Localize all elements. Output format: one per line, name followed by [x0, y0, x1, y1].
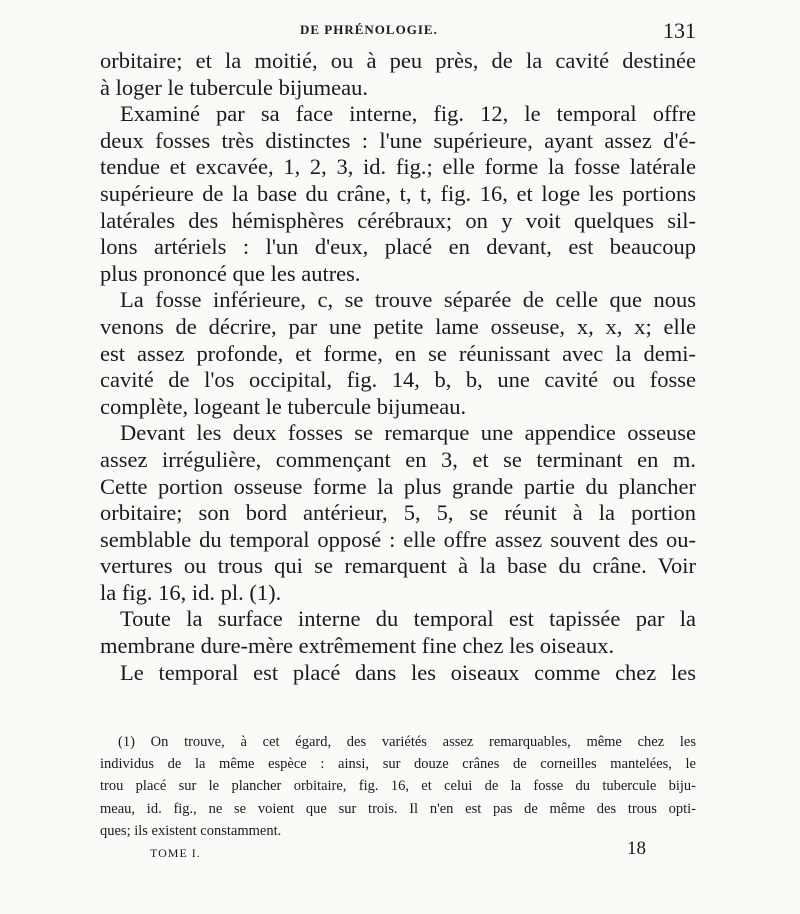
footnote	[100, 731, 696, 842]
paragraph	[100, 660, 696, 687]
paragraph	[100, 420, 696, 606]
text-line: Le temporal est placé dans les oiseaux comme chez les	[120, 659, 696, 685]
text-line: Cette portion osseuse forme la plus grande partie du plancher	[100, 473, 696, 499]
text-line: Toute la surface interne du temporal est tapissée par la	[120, 606, 696, 632]
footnote-line: meau, id. fig., ne se voient que sur trois. Il n'en est pas de même des trous opti-	[100, 800, 696, 817]
text-line: à loger le tubercule bijumeau.	[100, 74, 369, 100]
page-number: 131	[663, 18, 696, 43]
paragraph	[100, 606, 696, 659]
running-title: DE PHRÉNOLOGIE.	[300, 22, 438, 37]
text-line: latérales des hémisphères cérébraux; on y voit quelques sil-	[100, 207, 696, 233]
text-line: membrane dure-mère extrêmement fine chez les oiseaux.	[100, 633, 615, 659]
running-head	[100, 18, 696, 46]
body-text	[100, 48, 696, 686]
text-line: tendue et excavée, 1, 2, 3, id. fig.; elle forme la fosse latérale	[100, 154, 696, 180]
text-line: supérieure de la base du crâne, t, t, fig. 16, et loge les portions	[100, 180, 696, 206]
text-line: La fosse inférieure, c, se trouve séparée de celle que nous	[120, 287, 696, 313]
text-line: Devant les deux fosses se remarque une appendice osseuse	[120, 420, 696, 446]
footnote-line: individus de la même espèce : ainsi, sur douze crânes de corneilles mantelées, le	[100, 756, 696, 773]
text-line: est assez profonde, et forme, en se réunissant avec la demi-	[100, 340, 696, 366]
text-line: la fig. 16, id. pl. (1).	[100, 579, 282, 605]
paragraph	[100, 101, 696, 287]
paragraph	[100, 48, 696, 101]
text-line: plus prononcé que les autres.	[100, 260, 361, 286]
footnote-line: ques; ils existent constamment.	[100, 822, 282, 839]
footnote-line: trou placé sur le plancher orbitaire, fig. 16, et celui de la fosse du tubercule biju-	[100, 778, 696, 795]
text-line: orbitaire; et la moitié, ou à peu près, de la cavité destinée	[100, 48, 696, 73]
text-line: lons artériels : l'un d'eux, placé en devant, est beaucoup	[100, 234, 696, 260]
signature-mark: TOME I.	[150, 846, 201, 860]
text-line: venons de décrire, par une petite lame osseuse, x, x, x; elle	[100, 313, 696, 339]
footnote-line: (1) On trouve, à cet égard, des variétés assez remarquables, même chez les	[118, 734, 696, 750]
sheet-number: 18	[627, 838, 646, 859]
text-line: complète, logeant le tubercule bijumeau.	[100, 393, 467, 419]
text-line: vertures ou trous qui se remarquent à la base du crâne. Voir	[100, 553, 696, 579]
text-line: orbitaire; son bord antérieur, 5, 5, se réunit à la portion	[100, 500, 696, 526]
paragraph	[100, 287, 696, 420]
text-line: cavité de l'os occipital, fig. 14, b, b, une cavité ou fosse	[100, 367, 696, 393]
text-line: deux fosses très distinctes : l'une supérieure, ayant assez d'é-	[100, 127, 696, 153]
text-line: Examiné par sa face interne, fig. 12, le temporal offre	[120, 101, 696, 127]
text-line: semblable du temporal opposé : elle offre assez souvent des ou-	[100, 526, 696, 552]
text-line: assez irrégulière, commençant en 3, et se terminant en m.	[100, 446, 696, 472]
